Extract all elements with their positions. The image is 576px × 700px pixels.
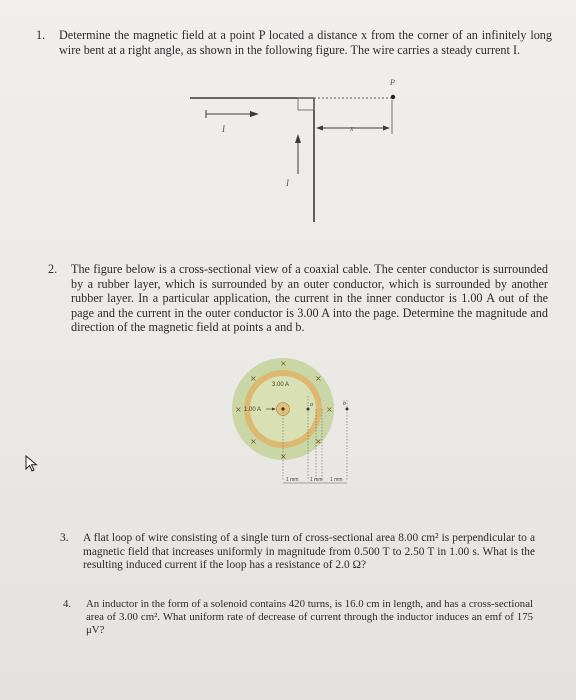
current-arrow-vertical-head [295, 134, 301, 143]
problem-2 [48, 262, 548, 335]
problem-2-text: The figure below is a cross-sectional view of a coaxial cable. The center conductor is surrounded by a rubber layer, which is surrounded by an outer conductor, which is surrounded by another rubber layer. In a particular application, the current in the inner conductor is 1.00 A out of the page and the current in the outer conductor is 3.00 A into the page. Determine the magnitude and direction of the magnetic field at points a and b. [71, 262, 548, 334]
problem-1-text: Determine the magnetic field at a point P located a distance x from the corner of an infinitely long wire bent at a right angle, as shown in the following figure. The wire carries a steady current I. [59, 28, 552, 57]
point-b-label: b [343, 401, 346, 407]
outer-current-label: 3.00 A [272, 382, 290, 388]
coaxial-cable-figure [226, 356, 376, 496]
point-p-dot [391, 95, 395, 99]
problem-4-number: 4. [63, 598, 72, 610]
x-mark: × [280, 359, 287, 368]
current-label-horizontal: I [222, 124, 225, 134]
scale-label: 1 mm [310, 477, 323, 483]
problem-2-number: 2. [48, 262, 58, 276]
problem-4-text: An inductor in the form of a solenoid contains 420 turns, is 16.0 cm in length, and has a cross-sectional area of 3.00 cm². What uniform rate of decrease of current through the inductor induces an emf of 175 μV? [86, 598, 533, 636]
bent-wire-figure [180, 76, 420, 226]
scale-label: 1 mm [286, 477, 299, 483]
x-mark: × [235, 405, 242, 414]
point-p-label: P [390, 78, 395, 87]
point-a-label: a [310, 402, 313, 408]
x-mark: × [250, 374, 257, 383]
problem-3-text: A flat loop of wire consisting of a single turn of cross-sectional area 8.00 cm² is perpendicular to a magnetic field that increases uniformly in magnitude from 0.500 T to 2.50 T in 1.00 s. What is the resulting induced current if the loop has a resistance of 2.0 Ω? [83, 532, 535, 572]
problem-1 [36, 28, 552, 57]
problem-3-number: 3. [60, 532, 69, 544]
x-mark: × [250, 437, 257, 446]
mouse-cursor-icon [25, 455, 39, 473]
scale-label: 1 mm [330, 477, 343, 483]
x-mark: × [326, 405, 333, 414]
problem-3 [60, 532, 535, 573]
inner-current-label: 1.00 A [244, 407, 262, 413]
corner-box [298, 98, 314, 110]
distance-arrow-head-right [383, 126, 390, 131]
distance-label: x [350, 124, 354, 133]
problem-1-number: 1. [36, 28, 46, 42]
current-label-vertical: I [286, 178, 289, 188]
x-mark: × [315, 374, 322, 383]
x-mark: × [315, 437, 322, 446]
current-arrow-horizontal-head [250, 111, 259, 117]
problem-4 [63, 598, 533, 637]
x-mark: × [280, 452, 287, 461]
point-b-dot [346, 408, 349, 411]
distance-arrow-head-left [316, 126, 323, 131]
